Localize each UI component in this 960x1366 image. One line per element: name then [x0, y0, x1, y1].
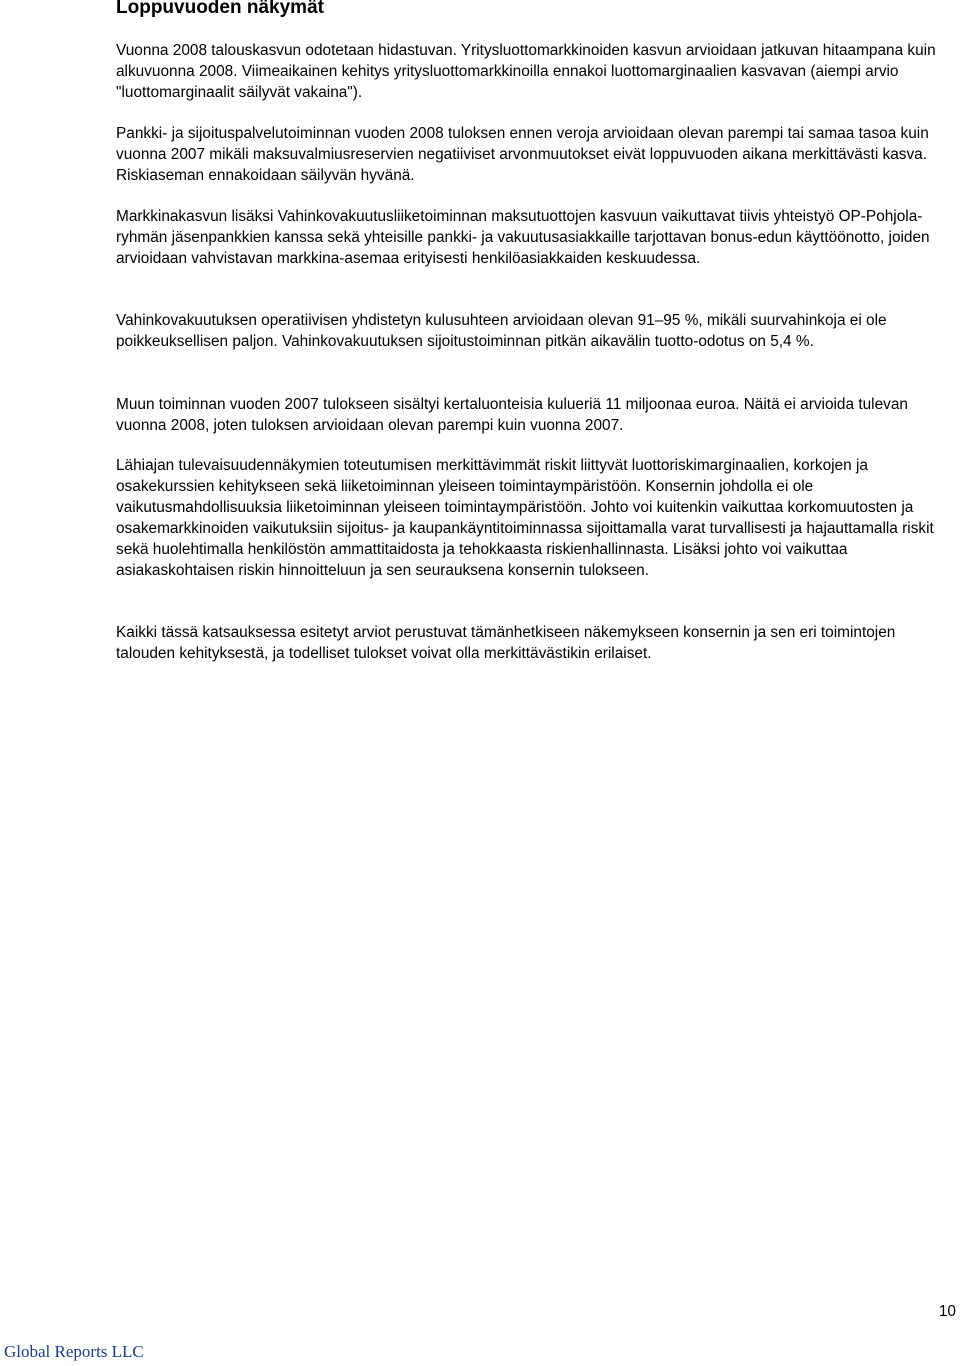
paragraph-banking-result: Pankki- ja sijoituspalvelutoiminnan vuoden 2008 tuloksen ennen veroja arvioidaan olevan parempi tai samaa tasoa kuin vuonna 2007 mikäli maksuvalmiusreservien negatiiviset arvonmuutokset eivät loppuvuoden aikana merkittävästi kasva. Riskiaseman ennakoidaan säilyvän hyvänä.: [116, 125, 929, 184]
paragraph-risks: Lähiajan tulevaisuudennäkymien toteutumisen merkittävimmät riskit liittyvät luottoriskimarginaalien, korkojen ja osakekurssien kehitykseen sekä liiketoiminnan yleiseen toimintaympäristöön. Konsernin johdolla ei ole vaikutusmahdollisuuksia liiketoiminnan yleiseen toimintaympäristöön. Johto voi kuitenkin vaikuttaa korkomuutosten ja osakemarkkinoiden vaikutuksiin sijoitus- ja kaupankäyntitoiminnassa sijoittamalla varat turvallisesti ja hajauttamalla riskit sekä huolehtimalla henkilöstön ammattitaidosta ja tehokkaasta riskienhallinnasta. Lisäksi johto voi vaikuttaa asiakaskohtaisen riskin hinnoitteluun ja sen seurauksena konsernin tulokseen.: [116, 457, 934, 579]
footer-brand: Global Reports LLC: [4, 1342, 144, 1361]
paragraph-outlook-growth: Vuonna 2008 talouskasvun odotetaan hidastuvan. Yritysluottomarkkinoiden kasvun arvioidaan jatkuvan hitaampana kuin alkuvuonna 2008. Viimeaikainen kehitys yritysluottomarkkinoilla ennakoi luottomarginaalien kasvavan (aiempi arvio "luottomarginaalit säilyvät vakaina").: [116, 42, 936, 101]
paragraph-other-operations: Muun toiminnan vuoden 2007 tulokseen sisältyi kertaluonteisia kulueriä 11 miljoonaa euroa. Näitä ei arvioida tulevan vuonna 2008, joten tuloksen arvioidaan olevan parempi kuin vuonna 2007.: [116, 396, 908, 434]
paragraph-combined-ratio: Vahinkovakuutuksen operatiivisen yhdistetyn kulusuhteen arvioidaan olevan 91–95 %, mikäli suurvahinkoja ei ole poikkeuksellisen paljon. Vahinkovakuutuksen sijoitustoiminnan pitkän aikavälin tuotto-odotus on 5,4 %.: [116, 312, 887, 350]
section-heading: Loppuvuoden näkymät: [116, 0, 324, 18]
document-page: [116, 0, 960, 662]
paragraph-disclaimer: Kaikki tässä katsauksessa esitetyt arviot perustuvat tämänhetkiseen näkemykseen konsernin ja sen eri toimintojen talouden kehityksestä, ja todelliset tulokset voivat olla merkittävästikin erilaiset.: [116, 624, 896, 662]
paragraph-market-growth: Markkinakasvun lisäksi Vahinkovakuutusliiketoiminnan maksutuottojen kasvuun vaikuttavat tiivis yhteistyö OP-Pohjola-ryhmän jäsenpankkien kanssa sekä yhteisille pankki- ja vakuutusasiakkaille tarjottavan bonus-edun käyttöönotto, joiden arvioidaan vahvistavan markkina-asemaa erityisesti henkilöasiakkaiden keskuudessa.: [116, 208, 930, 267]
page-number: 10: [938, 1303, 956, 1320]
